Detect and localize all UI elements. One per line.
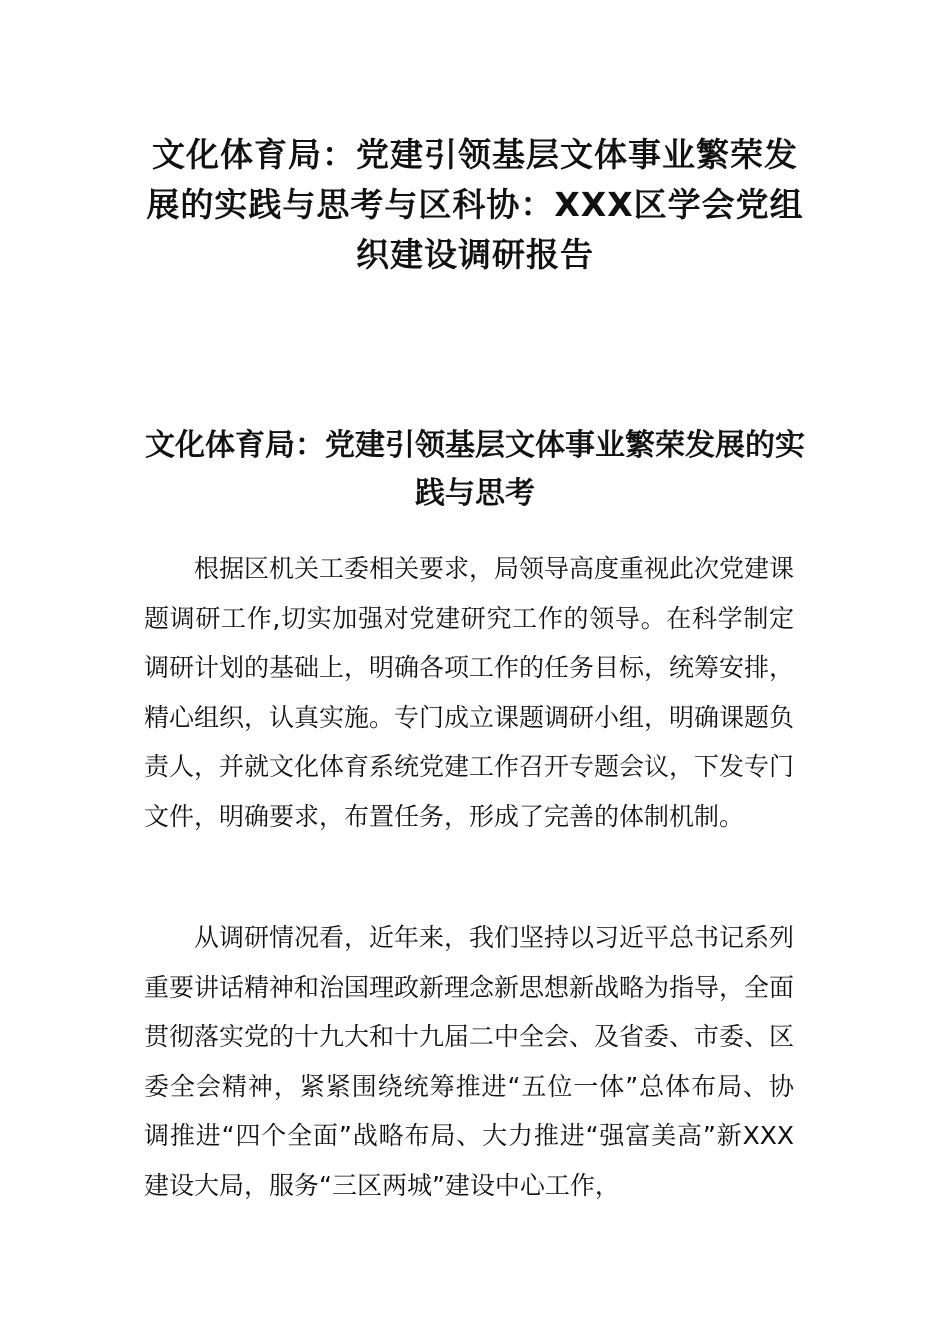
document-title: 文化体育局：党建引领基层文体事业繁荣发展的实践与思考与区科协：XXX区学会党组织建设调研报告 — [146, 135, 804, 274]
body-paragraph-2: 从调研情况看，近年来，我们坚持以习近平总书记系列重要讲话精神和治国理政新理念新思想新战略为指导，全面贯彻落实党的十九大和十九届二中全会、及省委、市委、区委全会精神，紧紧围绕统筹推进“五位一体”总体布局、协调推进“四个全面”战略布局、大力推进“强富美高”新XXX建设大局，服务“三区两城”建设中心工作， — [144, 923, 795, 1200]
body-paragraph-1: 根据区机关工委相关要求，局领导高度重视此次党建课题调研工作,切实加强对党建研究工作的领导。在科学制定调研计划的基础上，明确各项工作的任务目标，统筹安排，精心组织，认真实施。专门成立课题调研小组，明确课题负责人，并就文化体育系统党建工作召开专题会议，下发专门文件，明确要求，布置任务，形成了完善的体制机制。 — [144, 554, 795, 831]
section-title: 文化体育局：党建引领基层文体事业繁荣发展的实践与思考 — [145, 428, 805, 511]
